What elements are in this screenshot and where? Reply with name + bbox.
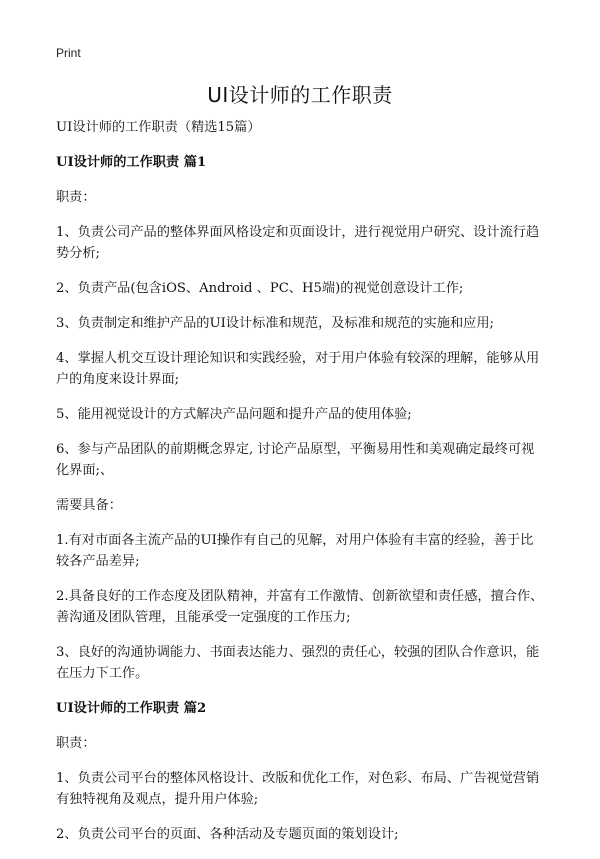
duty-item: 1、负责公司平台的整体风格设计、改版和优化工作，对色彩、布局、广告视觉营销有独特视角及观点，提升用户体验; [56,771,540,807]
duties-label-2: 职责： [56,736,96,751]
document-body [56,117,546,859]
requirement-item: 3、良好的沟通协调能力、书面表达能力、强烈的责任心，较强的团队合作意识，能在压力下工作。 [56,645,540,681]
duty-item: 6、参与产品团队的前期概念界定, 讨论产品原型，平衡易用性和美观确定最终可视化界面;、 [56,442,535,478]
requirement-item: 2.具备良好的工作态度及团队精神，并富有工作激情、创新欲望和责任感，擅合作、善沟通及团队管理，且能承受一定强度的工作压力; [56,589,544,625]
duty-item: 4、掌握人机交互设计理论知识和实践经验，对于用户体验有较深的理解，能够从用户的角度来设计界面; [56,351,540,387]
requirement-item: 1.有对市面各主流产品的UI操作有自己的见解，对用户体验有丰富的经验，善于比较各产品差异; [56,533,534,569]
duty-item: 2、负责公司平台的页面、各种活动及专题页面的策划设计; [56,827,399,842]
print-label[interactable]: Print [56,46,81,60]
section-heading-1: UI设计师的工作职责 篇1 [56,155,207,170]
section-heading-2: UI设计师的工作职责 篇2 [56,701,207,716]
duty-item: 3、负责制定和维护产品的UI设计标准和规范，及标准和规范的实施和应用; [56,316,494,331]
duties-label-1: 职责： [56,190,96,205]
duty-item: 2、负责产品(包含iOS、Android 、PC、H5端)的视觉创意设计工作; [56,281,464,296]
requirements-label: 需要具备： [56,498,122,513]
duty-item: 1、负责公司产品的整体界面风格设定和页面设计，进行视觉用户研究、设计流行趋势分析; [56,225,540,261]
document-subtitle: UI设计师的工作职责（精选15篇） [56,120,261,135]
document-title: UI设计师的工作职责 [207,83,393,107]
duty-item: 5、能用视觉设计的方式解决产品问题和提升产品的使用体验; [56,407,412,422]
